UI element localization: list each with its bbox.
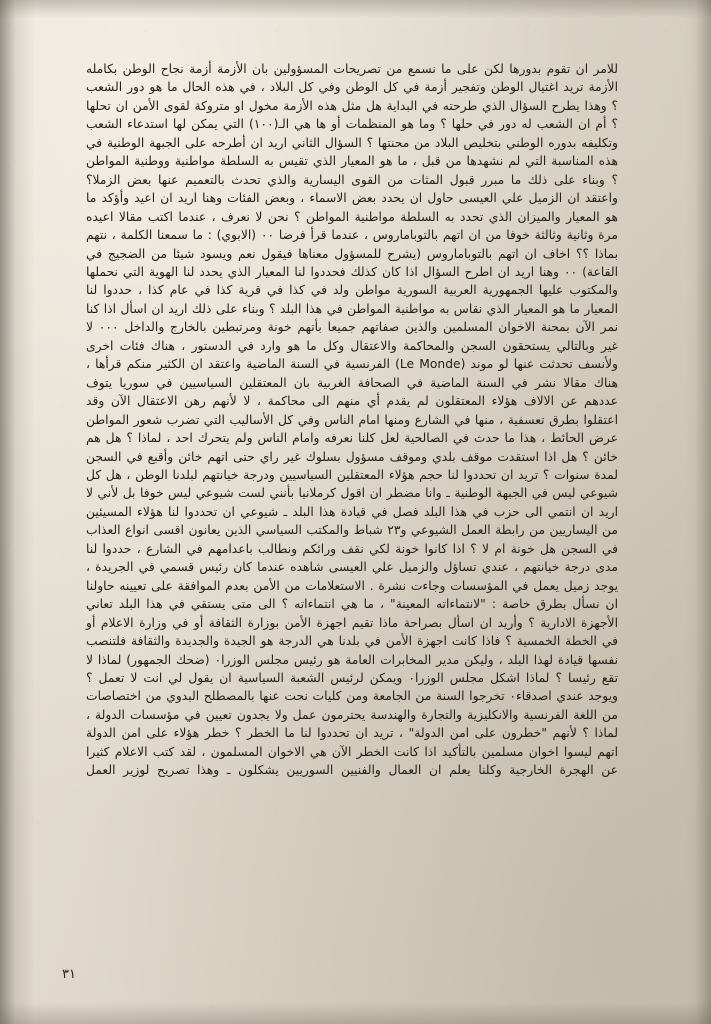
- body-paragraph: للامر ان تقوم بدورها لكن على ما نسمع من تصريحات المسؤولين بان الأزمة أزمة نجاح الوطن بكامله الأزمة تريد اغتيال الوطن وتفجير أزمة في كل الوطن وفي كل البلاد ، في هذه الحال ما هو دور الشعب ؟ وهذا يطرح السؤال الذي طرحته في البداية هل مثل هذه الأزمة مخول او متروكة لقوى الأمن ان تحلها ؟ أم ان الشعب له دور في حلها ؟ وما هو المنظمات أو ها هي الـ(١٠٠) التي يمكن لها استدعاء الشعب وتكليفه بدوره الوطني بتخليص البلاد من محنتها ؟ السؤال الثاني اريد ان أطرحه على الجبهة الوطنية في هذه المناسبة التي لم نشهدها من قبل ، ما هو المعيار الذي تقيس به السلطة مواطنية ووطنية المواطن ؟ وبناء على ذلك ما مبرر قبول المثات من القوى اليسارية والذي تحدث بالتعميم عنها بعض الزملا؟ واعتقد ان الزميل علي العيسى حاول ان يحدد بعض الاسماء ، وبعض الفئات وهنا اريد ان اعيد وأؤكد ما هو المعيار والميزان الذي تحدد به السلطة مواطنية المواطن ؟ نحن لا نعرف ، عندما اكتب مقالا اعيده مرة وثانية وثالثة خوفا من ان اتهم بالتوباماروس ، عندما قرأ فرضا ٠٠ (الابوي) : ما سمعنا الكلمة ، نتهم بماذا ؟؟ اخاف ان اتهم بالتوباماروس (يشرح للمسؤول معناها فيقول نعم ويسود شيئا من الضجيج في القاعة) ٠٠ وهنا اريد ان اطرح السؤال اذا كان كذلك فحددوا لنا المعيار الذي يحدد لنا الهوية التي نحملها والمكتوب عليها الجمهورية العربية السورية مواطن ولد في كذا في قرية كذا في عام كذا ، حددوا لنا المعيار ما هو المعيار الذي نقاس به مواطنية المواطن في هذا البلد ؟ وبناء على ذلك اريد ان اسأل اذا كنا نمر الآن بمحنة الاخوان المسلمين والذين صفاتهم جميعا بأتهم خونة ومرتبطين بالخارج والداخل ٠٠٠ لا غير وبالتالي يستحقون السجن والمحاكمة والاعتقال وكل ما هو وارد في الدستور ، هناك فئات اخرى ولأنسف تحدثت عنها لو موند (Le Monde) الفرنسية في السنة الماضية واعتقد ان الكثير منكم قرأها ، هناك مقالا نشر في السنة الماضية في الصحافة الغربية بان المعتقلين السياسيين في سوريا يتوف عددهم عن الالاف هؤلاء المعتقلون لم يقدم أي منهم الى محاكمة ، لا لأنهم رهن الاعتقال الآن وقد اعتقلوا بطرق تعسفية ، منها في الشارع ومنها امام الناس وفي كل الأساليب التي تضرب شعور المواطن عرض الحائط ، هذا ما حدث في الصالحية لعل كلنا نعرفه وامام الناس ولم يتحرك احد ، لماذا ؟ هل هم خائن ؟ هل اذا استقدت موقف بلدي وموقف مسؤول بسلوك غير راي حتى اتهم خائن وأقبع في السجن لمدة سنوات ؟ تريد ان تحددوا لنا حجم هؤلاء المعتقلين السياسيين ودرجة خيانتهم لبلدنا الوطن ، هل كل شيوعي ليس في الجبهة الوطنية ـ وانا مضطر ان اقول كرملانيا بأنني لست شيوعي ليس خوفا بل لأني لا اريد ان انتمي الى حزب في هذا البلد فصل في قيادة هذا البلد ـ شيوعي ان تحددوا لنا هؤلاء المسيئين من اليساريين من رابطة العمل الشيوعي و٢٣ شباط والمكتب السياسي الذين يعانون اقسى انواع العذاب في السجن هل خونة ام لا ؟ اذا كانوا خونة لكي نقف ورائكم ونطالب باعدامهم في الشارع ، حددوا لنا مدى درجة خيانتهم ، عندي تساؤل والزميل علي العيسى شاهده عندما كان رئيس قسمي في الجريدة ، يوجد زميل يعمل في المؤسسات وجاءت نشرة . الاستعلامات من الأمن بعدم الموافقة على تعيينه حاولنا ان نسأل بطرق خاصة : "لانتماءاته المعينة" ، ما هي انتماءاته ؟ الى متى يستقي في هذا البلد تعاني الأجهزة الادارية ؟ وأريد ان اسأل بصراحة ماذا تقيم اجهزة الأمن بوزارة الثقافة أو في وزارة الاعلام أو في الخطة الخمسية ؟ فاذا كانت اجهزة الأمن في بلدنا هي الدرجة هو الجيدة والجديدة والثقافة فلتنصب نفسها قيادة لهذا البلد ، وليكن مدير المخابرات العامة هو رئيس مجلس الوزرا٠ (ضحك الجمهور) لماذا لا تقع رئيسا ؟ لماذا اشكل مجلس الوزرا٠ ويمكن لرئيس الشعبة السياسية ان يقول لي انت لا تعمل ؟ ويوجد عندي اصدقاء٠ تخرجوا السنة من الجامعة ومن كليات نحت عنها بالمصطلح البدوي من اختصاصات من اللغة الفرنسية والانكليزية والتجارة والهندسة يحترمون عمل ولا يجدون تعيين في مؤسسات الدولة ، لماذا ؟ لأنهم "خطرون على امن الدولة" ، تريد ان تحددوا لنا ما الخطر ؟ خطر هؤلاء على امن الدولة اتهم ليسوا اخوان مسلمين بالتأكيد اذا كانت الخطر الآن هي الاخوان المسلمون ، لقد كتب الاعلام كثيرا عن الهجرة الخارجية وكلنا يعلم ان العمال والفنيين السوريين يشكلون ـ وهذا تصريح لوزير العمل: [86, 62, 618, 778]
- page-top-shadow: [0, 0, 711, 18]
- page-number: ٣١: [62, 967, 76, 982]
- page-gutter-shadow-left: [0, 0, 34, 1024]
- page-edge-shadow-right: [685, 0, 711, 1024]
- page-bottom-shadow: [0, 1002, 711, 1024]
- body-text-column: [86, 60, 618, 780]
